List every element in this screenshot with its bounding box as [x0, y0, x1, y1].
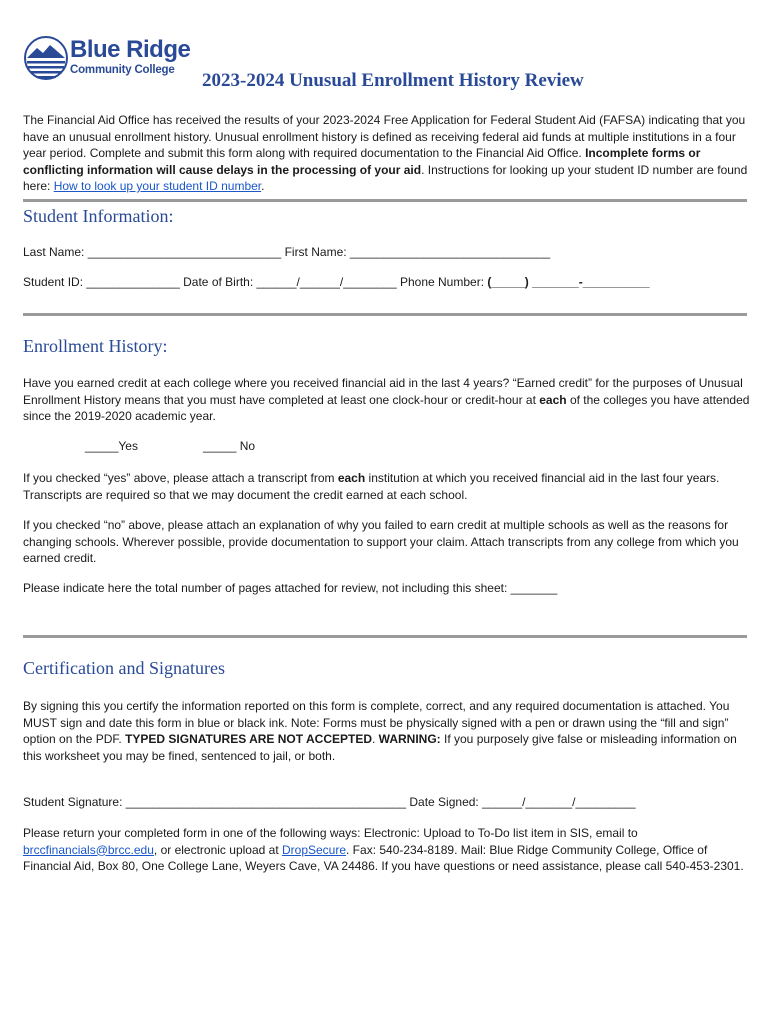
signature-date-line[interactable]: Student Signature: __________________________________________ Date Signed: ______/_______/_________	[23, 795, 636, 809]
pages-attached-field[interactable]: Please indicate here the total number of pages attached for review, not including this sheet: _______	[23, 581, 558, 595]
intro-text-3: .	[261, 179, 265, 193]
student-information-heading: Student Information:	[23, 206, 174, 226]
yes-option[interactable]: _____Yes	[85, 439, 138, 453]
college-logo	[24, 36, 194, 82]
phone-field[interactable]: (_____) _______-__________	[487, 275, 650, 289]
cert-text-2: .	[372, 732, 379, 746]
page-title: 2023-2024 Unusual Enrollment History Review	[202, 70, 584, 91]
name-fields-line[interactable]: Last Name: _____________________________ First Name: ______________________________	[23, 245, 551, 259]
cert-text-3: If you purposely give false or misleading information on this worksheet you may be fined, sentenced to jail, or both.	[23, 732, 737, 763]
return-text-3: . Fax: 540-234-8189. Mail: Blue Ridge Community College, Office of Financial Aid, Box 80, One College Lane, Weyers Cave, VA 24486. If you have questions or need assistance, please call 540-453-2301.	[23, 842, 744, 873]
enrollment-history-heading: Enrollment History:	[23, 336, 168, 356]
intro-text: The Financial Aid Office has received the results of your 2023-2024 Free Application for Federal Student Aid (FAFSA) indicating that you have an unusual enrollment history. Unusual enrollment history is defined as receiving federal aid funds at multiple institutions in a four year period. Complete and submit this form along with required documentation to the Financial Aid Office.	[23, 113, 746, 160]
certification-paragraph	[23, 698, 750, 764]
yes-instructions	[23, 470, 750, 503]
question-text-2: of the colleges you have attended since the 2019-2020 academic year.	[23, 392, 750, 423]
mountain-logo-icon	[24, 36, 68, 80]
section-divider	[23, 199, 747, 202]
yes-text: If you checked “yes” above, please attach a transcript from	[23, 471, 338, 485]
intro-warning: Incomplete forms or conflicting information will cause delays in the processing of your aid	[23, 146, 701, 177]
logo-name: Blue Ridge	[70, 36, 191, 63]
return-instructions	[23, 825, 750, 875]
no-instructions: If you checked “no” above, please attach an explanation of why you failed to earn credit at multiple schools as well as the reasons for changing schools. Wherever possible, provide documentation to support your claim. Attach transcripts from any college from which you earned credit.	[23, 518, 739, 565]
earned-credit-question	[23, 375, 750, 425]
section-divider	[23, 313, 747, 316]
intro-paragraph	[23, 112, 750, 195]
typed-signatures-warning: TYPED SIGNATURES ARE NOT ACCEPTED	[125, 732, 372, 746]
yes-emphasis: each	[337, 471, 366, 485]
question-text: Have you earned credit at each college where you received financial aid in the last 4 years? “Earned credit” for the purposes of Unusual Enrollment History means that you must have completed at least one clock-hour or credit-hour at	[23, 376, 743, 407]
no-option[interactable]: _____ No	[203, 439, 256, 453]
return-text-2: , or electronic upload at	[153, 842, 282, 857]
certification-heading: Certification and Signatures	[23, 658, 225, 678]
student-id-help-link[interactable]: How to look up your student ID number	[53, 179, 262, 193]
section-divider	[23, 635, 747, 638]
id-dob-phone-line[interactable]	[23, 275, 650, 289]
dropsecure-link[interactable]: DropSecure	[281, 842, 347, 857]
email-link[interactable]: brccfinancials@brcc.edu	[23, 842, 154, 857]
cert-text: By signing this you certify the information reported on this form is complete, correct, and any required documentation is attached. You MUST sign and date this form in blue or black ink. Note: Forms must be physically signed with a pen or drawn using the “fill and sign” option on the PDF.	[23, 699, 730, 746]
question-emphasis: each	[539, 392, 567, 407]
intro-text-2: . Instructions for looking up your student ID number are found here:	[23, 162, 748, 193]
warning-label: WARNING:	[378, 732, 441, 746]
yes-text-2: institution at which you received financial aid in the last four years. Transcripts are required so that we may document the credit earned at each school.	[23, 471, 720, 502]
logo-subtitle: Community College	[70, 64, 175, 76]
id-dob-fields[interactable]: Student ID: ______________ Date of Birth: ______/______/________ Phone Number:	[23, 275, 488, 289]
return-text: Please return your completed form in one of the following ways: Electronic: Upload to To-Do list item in SIS, email to	[23, 826, 638, 840]
